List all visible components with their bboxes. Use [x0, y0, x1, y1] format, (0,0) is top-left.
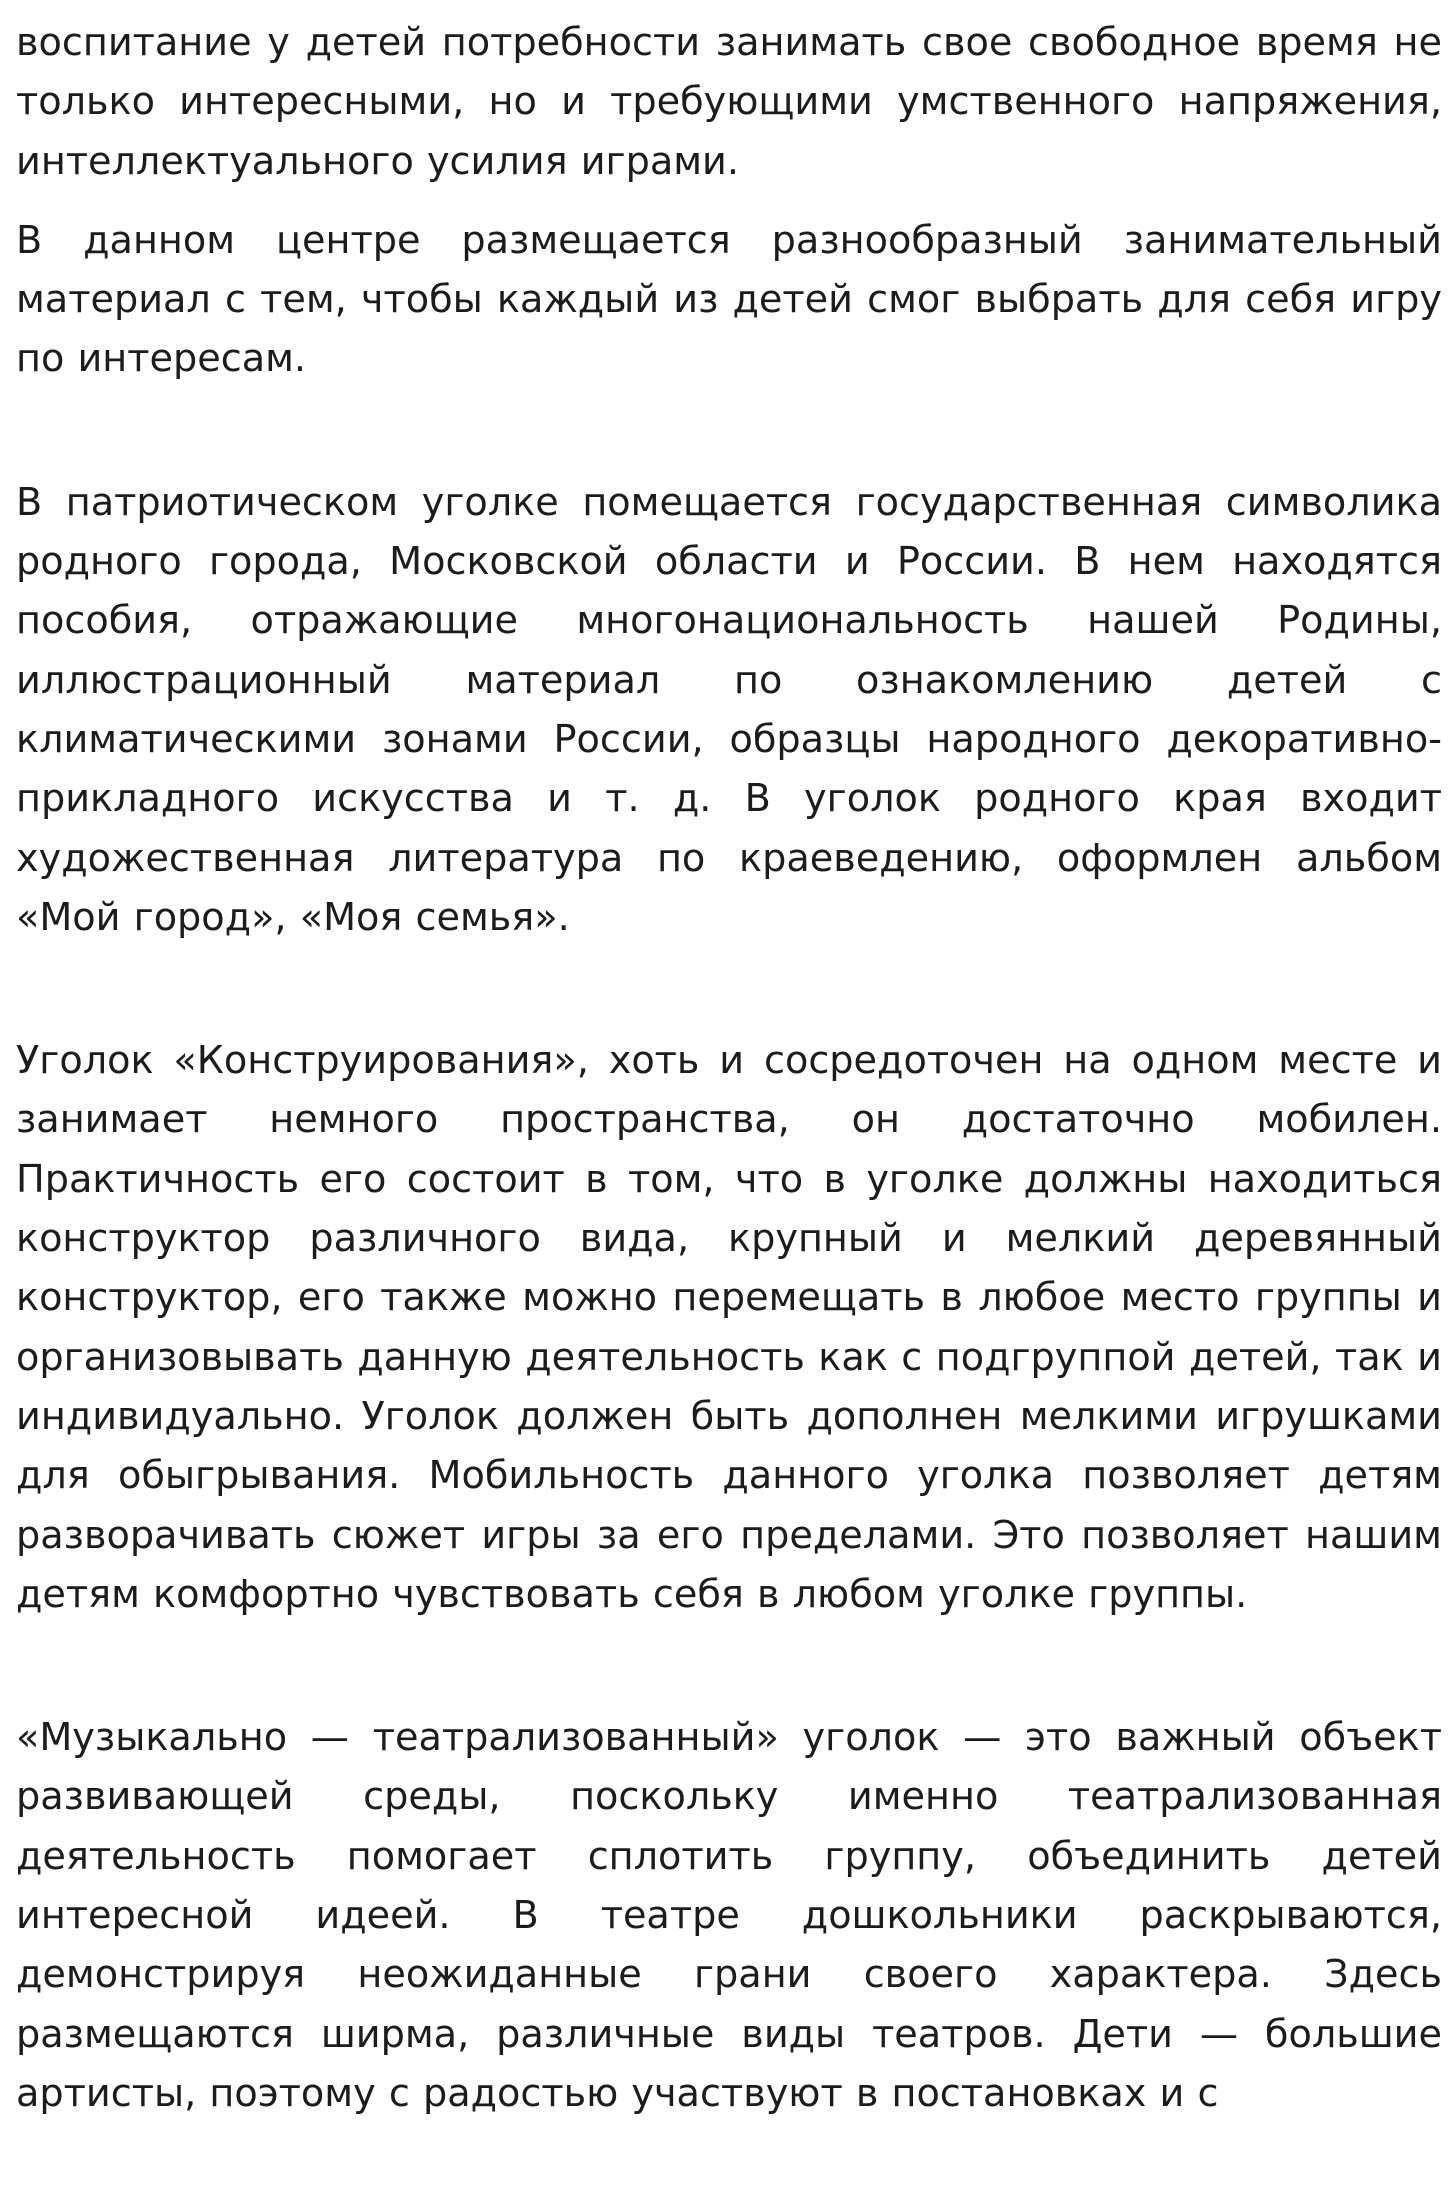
paragraph-construction-corner: Уголок «Конструирования», хоть и сосредоточен на одном месте и занимает немного пространства, он достаточно мобилен. Практичность его состоит в том, что в уголке должны находиться конструктор различного вида, крупный и мелкий деревянный конструктор, его также можно перемещать в любое место группы и организовывать данную деятельность как с подгруппой детей, так и индивидуально. Уголок должен быть дополнен мелкими игрушками для обыгрывания. Мобильность данного уголка позволяет детям разворачивать сюжет игры за его пределами. Это позволяет нашим детям комфортно чувствовать себя в любом уголке группы. [16, 1039, 1442, 1617]
paragraph-leisure-games: воспитание у детей потребности занимать свое свободное время не только интересными, но и требующими умственного напряжения, интеллектуального усилия играми. [16, 21, 1442, 184]
paragraph-music-theatre-corner: «Музыкально — театрализованный» уголок — это важный объект развивающей среды, поскольку именно театрализованная деятельность помогает сплотить группу, объединить детей интересной идеей. В театре дошкольники раскрываются, демонстрируя неожиданные грани своего характера. Здесь размещаются ширма, различные виды театров. Дети — большие артисты, поэтому с радостью участвуют в постановках и с [16, 1716, 1442, 2116]
paragraph-entertainment-center: В данном центре размещается разнообразный занимательный материал с тем, чтобы каждый из детей смог выбрать для себя игру по интересам. [16, 218, 1442, 382]
paragraph-patriotic-corner: В патриотическом уголке помещается государственная символика родного города, Московской области и России. В нем находятся пособия, отражающие многонациональность нашей Родины, иллюстрационный материал по ознакомлению детей с климатическими зонами России, образцы народного декоративно-прикладного искусства и т. д. В уголок родного края входит художественная литература по краеведению, оформлен альбом «Мой город», «Моя семья». [16, 480, 1442, 940]
